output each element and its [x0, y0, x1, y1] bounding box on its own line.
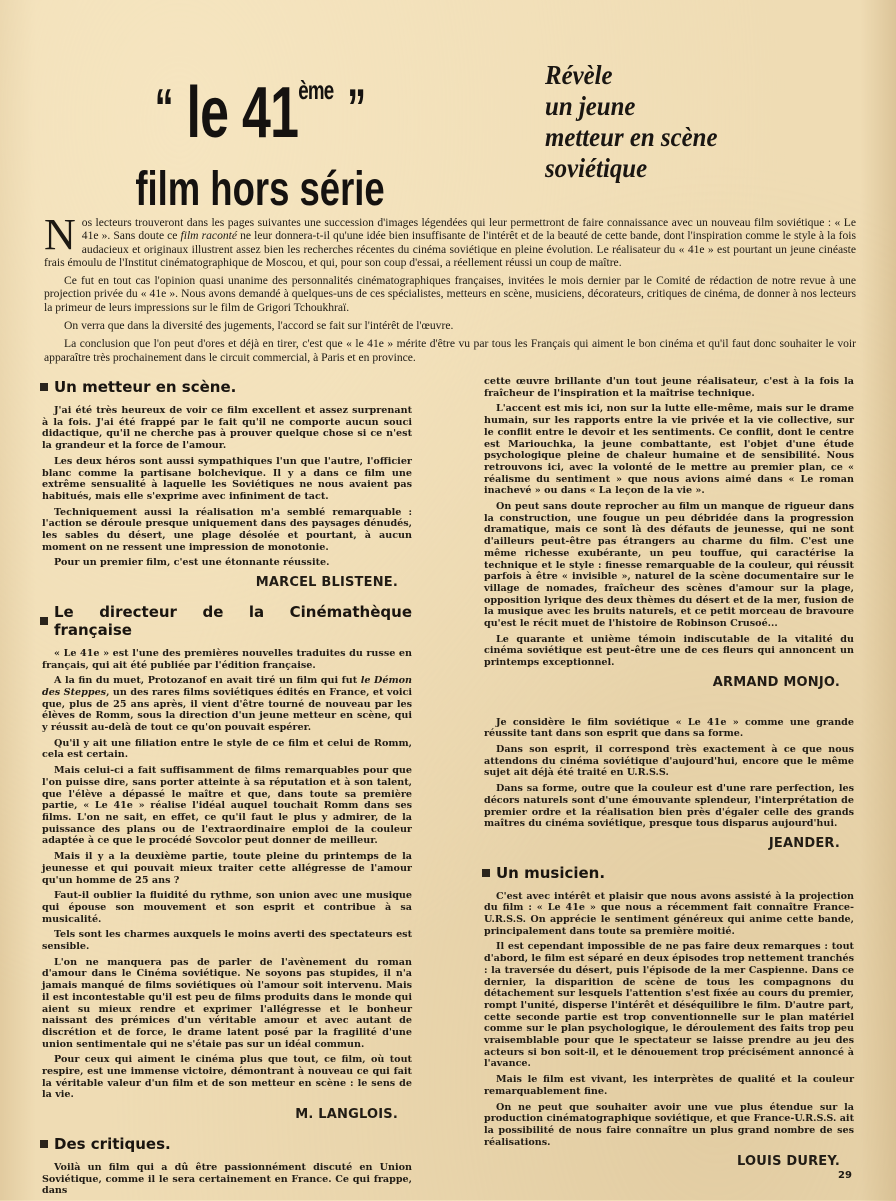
paragraph: Je considère le film soviétique « Le 41e » comme une grande réussite tant dans son esprit que dans sa forme. [484, 716, 854, 740]
drop-cap: N [44, 210, 76, 259]
square-bullet-icon [40, 617, 48, 625]
section-heading-metteur: Un metteur en scène. [40, 378, 412, 396]
paragraph: L'on ne manquera pas de parler de l'avènement du roman d'amour dans le Cinéma soviétique. Ne soyons pas stupides, il n'a jamais manqué de films soviétiques où l'amour soit intervenu. Mais il est incontestable qu'il est peu de films produits dans le monde qui aient su mieux rendre et exprimer l'allégresse et le bonheur naissant des prémices d'un véritable amour et avec autant de discrétion et de force, le drame latent posé par la fragilité d'une union sentimentale qui ne s'étaie pas sur un idéal commun. [42, 956, 412, 1050]
paragraph: Le quarante et unième témoin indiscutable de la vitalité du cinéma soviétique est peut-être une de ces fleurs qui annoncent un printemps exceptionnel. [484, 633, 854, 669]
paragraph: Qu'il y ait une filiation entre le style de ce film et celui de Romm, cela est certain. [42, 737, 412, 761]
paragraph: Pour ceux qui aiment le cinéma plus que tout, ce film, où tout respire, est une immense victoire, démontrant à nouveau ce qui fait la véritable valeur d'un film et de son metteur en scène : le sens de la vie. [42, 1054, 412, 1101]
paragraph: L'accent est mis ici, non sur la lutte elle-même, mais sur le drame humain, sur les rapports entre la vie privée et la vie collective, sur le conflit entre le devoir et les sentiments. Ce conflit, dont le centre est Mariouchka, la jeune combattante, est l'objet d'une étude psychologique pleine de chaleur humaine et de sensibilité. Nous retrouvons ici, avec la volonté de le mettre au premier plan, ce « réalisme du sentiment » que nous avions aimé dans « Le roman inachevé » ou dans « La leçon de la vie ». [484, 403, 854, 497]
subtitle-line: metteur en scène [545, 122, 718, 152]
intro-paragraph: Ce fut en tout cas l'opinion quasi unanime des personnalités cinématographiques françaises, invitées le mois dernier par le Comité de rédaction de notre revue à une projection privée du « 41e ». Nous avons demandé à quelques-uns de ces spécialistes, metteurs en scène, musiciens, décorateurs, critiques de cinéma, de donner à nos lecteurs la primeur de leurs impressions sur le film de Grigori Tchoukhraï. [44, 274, 856, 314]
page-number: 29 [838, 1170, 852, 1181]
paragraph: J'ai été très heureux de voir ce film excellent et assez surprenant à la fois. J'ai été frappé par le fait qu'il ne comporte aucun souci didactique, qu'il ne cherche pas à prouver quelque chose si ce n'est la grandeur et la force de l'amour. [42, 405, 412, 452]
paragraph: Mais le film est vivant, les interprètes de qualité et la couleur remarquablement fine. [484, 1074, 854, 1097]
title-line-2: film hors série [135, 163, 385, 216]
paragraph: A la fin du muet, Protozanof en avait tiré un film qui fut le Démon des Steppes, un des rares films soviétiques édités en France, et voici que, plus de 25 ans après, il vient d'être tourné de nouveau par les élèves de Romm, sous la direction d'un jeune metteur en scène, qui y réussit au-delà de tout ce qu'on pouvait espérer. [42, 675, 412, 734]
paragraph: Mais celui-ci a fait suffisamment de films remarquables pour que l'on puisse dire, sans porter atteinte à sa réputation et à son talent, que l'élève a dépassé le maître et que, dans toute sa première partie, « Le 41e » réalise l'idéal auquel touchait Romm dans ses films. L'on ne sait, en effet, ce qu'il faut le plus y admirer, de la puissance des plans ou de l'extraordinaire emploi de la couleur adaptée à ce que le procédé Sovcolor peut donner de meilleur. [42, 765, 412, 847]
subtitle-line: un jeune [545, 91, 636, 121]
intro-paragraph: On verra que dans la diversité des jugements, l'accord se fait sur l'intérêt de l'œuvre. [64, 319, 454, 333]
signature: M. LANGLOIS. [295, 1107, 398, 1123]
paragraph: On ne peut que souhaiter avoir une vue plus étendue sur la production cinématographique soviétique, et que France-U.R.S.S. ait la possibilité de nous faire connaître un plus grand nombre de ses réalisations. [484, 1101, 854, 1148]
section-heading-critiques: Des critiques. [40, 1135, 412, 1153]
paragraph: Il est cependant impossible de ne pas faire deux remarques : tout d'abord, le film est séparé en deux épisodes trop nettement tranchés : la traversée du désert, puis l'épisode de la mer Caspienne. Dans ce dernier, la disparition de scène de tous les compagnons du détachement sur lesquels l'attention s'est fixée au cours du premier, rompt l'unité, disperse l'intérêt et déséquilibre le film. D'autre part, cette seconde partie est trop conventionnelle sur le plan matériel comme sur le plan psychologique, le déroulement des faits trop peu vraisemblable pour que le spectateur se laisse prendre au jeu des acteurs si bon soit-il, et le dénouement trop précisément annoncé à l'avance. [484, 941, 854, 1070]
right-column [484, 376, 854, 1182]
paragraph: Les deux héros sont aussi sympathiques l'un que l'autre, l'officier blanc comme la partisane bolchevique. Il y a dans ce film une extrême sensualité à laquelle les Soviétiques ne nous avaient pas habitués, mais elle s'exprime avec infiniment de tact. [42, 455, 412, 502]
paragraph: « Le 41e » est l'une des premières nouvelles traduites du russe en français, qui ait été publiée par l'édition française. [42, 647, 412, 671]
signature: ARMAND MONJO. [712, 674, 840, 690]
intro-paragraph: La conclusion que l'on peut d'ores et déjà en tirer, c'est que « le 41e » mérite d'être vu par tous les Français qui aiment le bon cinéma et qu'il faut donc souhaiter le voir apparaître très prochainement dans le circuit commercial, à Paris et en province. [44, 337, 856, 364]
paragraph: Voilà un film qui a dû être passionnément discuté en Union Soviétique, comme il le sera certainement en France. Ce qui frappe, dans [42, 1161, 412, 1197]
left-column [42, 376, 412, 1201]
signature: LOUIS DUREY. [737, 1154, 840, 1170]
paragraph: Dans son esprit, il correspond très exactement à ce que nous attendons du cinéma soviétique d'aujourd'hui, encore que le même sujet ait déjà été traité en U.R.S.S. [484, 743, 854, 779]
section-heading-musicien: Un musicien. [482, 864, 854, 882]
paragraph: Tels sont les charmes auxquels le moins averti des spectateurs est sensible. [42, 929, 412, 953]
paragraph: Mais il y a la deuxième partie, toute pleine du printemps de la jeunesse et qui pouvait mieux traiter cette allégresse de l'amour qu'un homme de 25 ans ? [42, 851, 412, 886]
article-subtitle [545, 60, 865, 184]
paragraph: C'est avec intérêt et plaisir que nous avons assisté à la projection du film : « Le 41e » que nous a récemment fait connaître France-U.R.S.S. On apprécie le sentiment généreux qui anime cette bande, principalement dans toute sa première moitié. [484, 890, 854, 937]
paragraph: Pour un premier film, c'est une étonnante réussite. [54, 557, 330, 569]
intro-text [44, 210, 856, 369]
paragraph: Faut-il oublier la fluidité du rythme, son union avec une musique qui épouse son mouvement et son esprit et contribue à sa musicalité. [42, 890, 412, 925]
subtitle-line: soviétique [545, 153, 648, 183]
square-bullet-icon [40, 1140, 48, 1148]
intro-paragraph: Nos lecteurs trouveront dans les pages suivantes une succession d'images légendées qui leur permettront de faire connaissance avec un nouveau film soviétique : « Le 41e ». Sans doute ce film raconté ne leur donnera-t-il qu'une idée bien insuffisante de l'intérêt et de la beauté de cette bande, dont l'inspiration comme le style à la fois audacieux et originaux illustrent assez bien les recherches récentes du cinéma soviétique en pleine évolution. Le réalisateur du « 41e » est pourtant un jeune cinéaste frais émoulu de l'Institut cinématographique de Moscou, et qui, pour son coup d'essai, a réellement réussi un coup de maître. [44, 210, 856, 269]
paragraph: On peut sans doute reprocher au film un manque de rigueur dans la construction, une fougue un peu débridée dans la progression dramatique, mais ce sont là des défauts de jeunesse, qui ne sont d'ailleurs peut-être pas étrangers au charme du film. C'est une même richesse exubérante, un peu touffue, qui caractérise la technique et le style : finesse remarquable de la couleur, qui réussit parfois à être « invisible », naturel de la scène documentaire sur le village de nomades, fraîcheur des scènes d'amour sur la plage, opposition lyrique des deux thèmes du désert et de la mer, fusion de la musique avec les bruits naturels, et ce petit morceau de bravoure qu'est le récit muet de l'histoire de Robinson Crusoé... [484, 501, 854, 630]
title-line-1: “ le 41ème ” [154, 73, 366, 153]
paragraph: Dans sa forme, outre que la couleur est d'une rare perfection, les décors naturels sont d'une émouvante splendeur, l'interprétation de premier ordre et la réalisation bien près d'égaler celle des grands maîtres du cinéma soviétique, presque tous disparus aujourd'hui. [484, 783, 854, 830]
section-heading-cinematheque: Le directeur de la Cinémathèque française [40, 603, 412, 639]
square-bullet-icon [482, 869, 490, 877]
paragraph: Techniquement aussi la réalisation m'a semblé remarquable : l'action se déroule presque uniquement dans des paysages dénudés, les sables du désert, une plage désolée et pourtant, à aucun moment on ne ressent une impression de monotonie. [42, 506, 412, 553]
square-bullet-icon [40, 383, 48, 391]
subtitle-line: Révèle [545, 60, 613, 90]
signature: JEANDER. [768, 835, 840, 851]
signature: MARCEL BLISTENE. [255, 575, 398, 591]
paragraph-continued: cette œuvre brillante d'un tout jeune réalisateur, c'est à la fois la fraîcheur de l'inspiration et la maîtrise technique. [484, 376, 854, 399]
article-title [95, 50, 425, 217]
